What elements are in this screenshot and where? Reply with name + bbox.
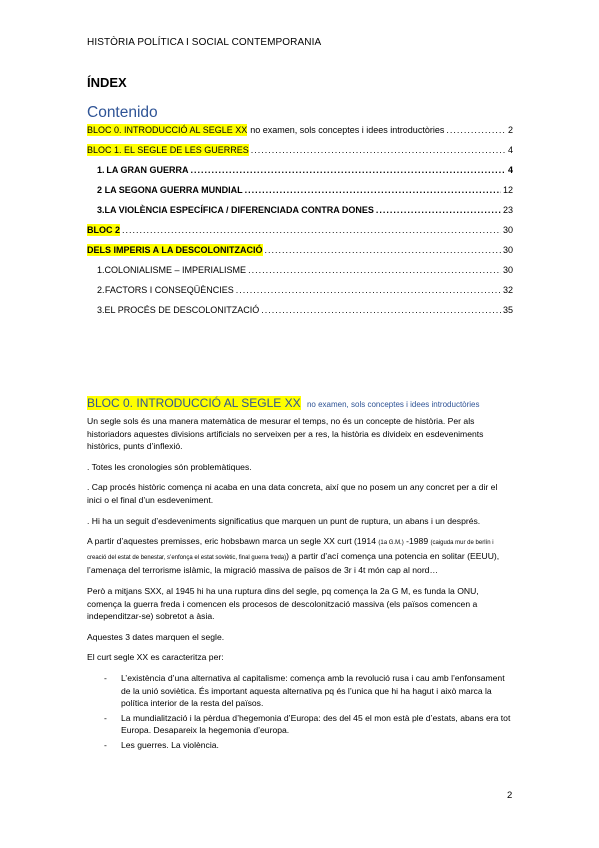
- toc-heading: Contenido: [87, 104, 158, 121]
- paragraph: . Hi ha un seguit d’esdeveniments significatius que marquen un punt de ruptura, un abans i un després.: [87, 515, 481, 526]
- text-run: -1989: [406, 536, 429, 547]
- bullet-list: [87, 672, 512, 752]
- toc-entry-page: 30: [502, 245, 513, 255]
- toc-entry-title: LA GRAN GUERRA: [106, 165, 189, 175]
- toc-entry-bloc2[interactable]: [87, 224, 513, 244]
- toc-leader-dots: [245, 184, 501, 196]
- paragraph: . Totes les cronologies són problemàtiques.: [87, 461, 252, 472]
- list-item-text: La mundialització i la pèrdua d’hegemonia d’Europa: des del 45 el mon està ple d’estats, abans era tot Europa. Desapareix la hegemonia d’europa.: [121, 712, 511, 736]
- bullet-dash: -: [104, 739, 107, 750]
- page-number: 2: [507, 790, 513, 801]
- bullet-dash: -: [104, 712, 107, 723]
- index-title: ÍNDEX: [87, 75, 127, 90]
- toc-entry-number: 2.: [97, 285, 105, 295]
- toc-entry-note: no examen, sols conceptes i idees introductòries: [250, 125, 445, 135]
- toc-leader-dots: [248, 264, 501, 276]
- paragraph: Un segle sols és una manera matemàtica de mesurar el temps, no és un concepte de història. Per als historiadors aquestes divisions artificials no serveixen per a res, la història es divideix en esdeveniments històrics, punts d’inflexió.: [87, 416, 484, 452]
- table-of-contents: [87, 124, 513, 324]
- toc-entry-number: 3.: [97, 205, 105, 215]
- toc-leader-dots: [191, 164, 506, 176]
- list-item: [87, 739, 512, 752]
- paragraph: El curt segle XX es caracteritza per:: [87, 652, 224, 663]
- toc-entry-title: LA SEGONA GUERRA MUNDIAL: [104, 185, 243, 195]
- running-header: HISTÒRIA POLÍTICA I SOCIAL CONTEMPORANIA: [87, 37, 322, 48]
- paragraph: Però a mitjans SXX, al 1945 hi ha una ruptura dins del segle, pq comença la 2a G M, es funda la ONU, comença la guerra freda i comencen els procesos de descolonització massiva (els països comencen a independitzar-se) sobretot a àsia.: [87, 585, 479, 622]
- toc-entry-bloc0[interactable]: [87, 124, 513, 144]
- section-body: [87, 415, 512, 753]
- small-note: (1a G.M.): [378, 540, 404, 547]
- toc-entry-page: 23: [502, 205, 513, 215]
- toc-entry-page: 4: [507, 165, 513, 175]
- toc-entry-title: BLOC 0. INTRODUCCIÓ AL SEGLE XX: [87, 125, 248, 135]
- toc-entry-colonialisme[interactable]: [87, 264, 513, 284]
- toc-entry-title: BLOC 1. EL SEGLE DE LES GUERRES: [87, 145, 249, 155]
- toc-entry-factors[interactable]: [87, 284, 513, 304]
- list-item-text: Les guerres. La violència.: [121, 739, 219, 750]
- section-heading: [87, 396, 480, 410]
- toc-entry-title: DELS IMPERIS A LA DESCOLONITZACIÓ: [87, 245, 263, 255]
- toc-entry-page: 30: [502, 265, 513, 275]
- toc-entry-segona-guerra[interactable]: [87, 184, 513, 204]
- toc-leader-dots: [122, 224, 501, 236]
- text-run: ) a partir d’ací comença una potencia en solitar (EEUU), l’amenaça del terrorisme islàmic, la migració massiva de països de 3r i 4t món cap al nord…: [87, 550, 500, 576]
- toc-entry-title: BLOC 2: [87, 225, 121, 235]
- small-note: (caiguda mur de berlín i creació del estat de benestar, s’enfonça el estat soviètic, final guerra freda): [87, 540, 494, 561]
- toc-entry-title: FACTORS I CONSEQÜÈNCIES: [104, 285, 234, 295]
- toc-leader-dots: [251, 144, 506, 156]
- list-item: [87, 672, 512, 710]
- text-run: A partir d’aquestes premisses, eric hobsbawn marca un segle XX curt (1914: [87, 536, 376, 547]
- toc-entry-descolonitzacio[interactable]: [87, 304, 513, 324]
- toc-entry-title: EL PROCÉS DE DESCOLONITZACIÓ: [104, 305, 260, 315]
- toc-entry-number: 3.: [97, 305, 105, 315]
- paragraph-hobsbawm: [87, 535, 512, 577]
- toc-entry-page: 12: [502, 185, 513, 195]
- toc-leader-dots: [261, 304, 501, 316]
- paragraph: Aquestes 3 dates marquen el segle.: [87, 631, 225, 642]
- bullet-dash: -: [104, 672, 107, 683]
- toc-entry-number: 1.: [97, 265, 105, 275]
- toc-entry-bloc1[interactable]: [87, 144, 513, 164]
- toc-entry-page: 4: [507, 145, 513, 155]
- toc-entry-imperis[interactable]: [87, 244, 513, 264]
- toc-leader-dots: [236, 284, 501, 296]
- paragraph: . Cap procés històric comença ni acaba en una data concreta, així que no posem un any concret per a dir el inici o el final d’un esdeveniment.: [87, 482, 498, 505]
- toc-entry-page: 35: [502, 305, 513, 315]
- toc-entry-page: 2: [507, 125, 513, 135]
- section-heading-note: no examen, sols conceptes i idees introductòries: [306, 400, 480, 409]
- toc-entry-gran-guerra[interactable]: [87, 164, 513, 184]
- toc-leader-dots: [376, 204, 501, 216]
- toc-entry-number: 2: [97, 185, 103, 195]
- toc-entry-title: LA VIOLÈNCIA ESPECÍFICA / DIFERENCIADA CONTRA DONES: [104, 205, 374, 215]
- list-item-text: L’existència d’una alternativa al capitalisme: comença amb la revolució rusa i cau amb l’enfonsament de la unió soviètica. És important aquesta alternativa pq és l’unica que hi ha hagut i això marca la política interior de la resta del països.: [121, 672, 505, 709]
- toc-leader-dots: [446, 124, 506, 136]
- toc-entry-title: COLONIALISME – IMPERIALISME: [104, 265, 247, 275]
- toc-entry-violencia[interactable]: [87, 204, 513, 224]
- toc-entry-page: 32: [502, 285, 513, 295]
- toc-leader-dots: [265, 244, 501, 256]
- section-heading-title: BLOC 0. INTRODUCCIÓ AL SEGLE XX: [87, 396, 301, 410]
- toc-entry-number: 1.: [97, 165, 105, 175]
- toc-entry-page: 30: [502, 225, 513, 235]
- list-item: [87, 712, 512, 737]
